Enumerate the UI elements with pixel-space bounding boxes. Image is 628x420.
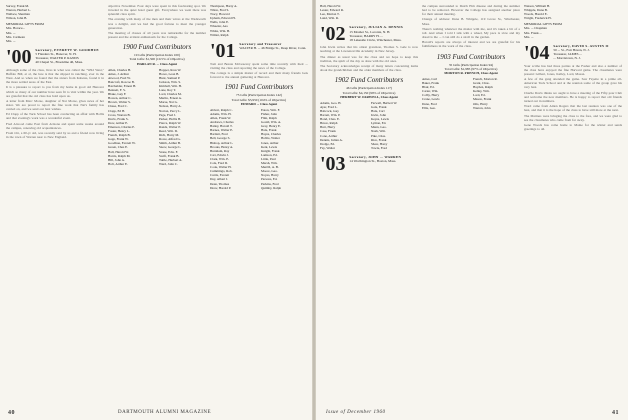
list-item: Wright, Frederick H. (524, 16, 552, 21)
contributor-name: Hill, John A. (108, 157, 125, 162)
list-item: Survey, Frank M. (6, 4, 30, 8)
contributor-name: Burnham, Ray (210, 148, 230, 153)
contributor-name: Brown, Walter S. (108, 100, 131, 105)
page-number: 41 (612, 410, 619, 416)
class-officers: Secretary, DAVID S. AUSTIN II 50 ... St., Fair Haven, N. J. Treasurer, JAMES ... ... Morristown, N. J. (553, 43, 609, 61)
paragraph: Harold's reports are always of interest and we are grateful for his faithfulness in the work of the class. (422, 40, 520, 49)
list-item: Tracy, Howard (210, 12, 230, 17)
class-heading-1904 (524, 41, 622, 64)
class-officers: Secretary, JULIAN A. DENNIS 15 Mosher St., Laconia, N. H. Treasurer, HARRY H. ... 18 Lakeside Circle, Winchester, Mass. (349, 25, 404, 42)
class-notes-text (6, 68, 104, 139)
class-notes-text (320, 45, 418, 72)
contributor-name: Knight, Frank (260, 148, 280, 153)
contributor-name: Carr, Edwin J. (210, 152, 229, 157)
contributor-name: Dennis, Julian A. (320, 137, 343, 142)
contributor-name: Morse, Nat G. (158, 100, 178, 105)
contributor-name: Allen, Charles H. (108, 67, 132, 72)
class-numeral: '02 (320, 23, 346, 46)
list-item: Upham, Edward H. (210, 16, 236, 21)
list-item: Mrs. ... (6, 30, 16, 35)
contributor-name: Barrett, Wm. P. (320, 113, 341, 118)
contributor-name: Blair, Ed. (422, 85, 435, 90)
contributor-name: Chase, Fred C. (108, 104, 128, 109)
paragraph: A letter from Marc Morse, daughter of Nat Morse, gives news of her sister. We are proud to report the fine work that Nat's family has carried on, and we send our best wishes. (6, 98, 104, 112)
right-page (316, 0, 628, 420)
contributor-name: Kent, Lewis (260, 144, 278, 149)
contributor-name: Jones, Arthur (260, 140, 279, 145)
left-column-3 (210, 4, 308, 406)
memorial-gifts (524, 22, 622, 38)
contributor-name: Babcock, Guy (320, 109, 339, 113)
fund-contributors-title: 1903 Fund Contributors (436, 52, 506, 61)
contributor-name: Ames, J. Arthur (108, 71, 129, 76)
paragraph: The meeting of classes of all years was remarkable for the number present and the evident enthusiasm for the College. (108, 30, 206, 40)
class-officers: Secretary and Treasurer WALTER H. ... 46 Bridge St., Deep River, Conn. (239, 41, 307, 50)
contributor-name: Bond, Chas. E. (320, 117, 340, 122)
paragraph: From Orr, a 60-yr old, was recently said by us and a friend now living in the town of Warren near to New England. (6, 131, 104, 140)
contributor-name: Otis, Harry (472, 101, 488, 106)
fund-gifts: 35 Gifts (Participation Index 94) (448, 62, 494, 67)
contributor-name: Brooks, Henry A. (210, 144, 234, 149)
contributors-list (108, 68, 206, 166)
contributor-name: Lane, Roy T. (158, 88, 177, 93)
class-numeral: '00 (6, 45, 32, 68)
paragraph: Ed Clapp of the Tuck School has been conducting an affair with Hollis and that evening's work was a wonderful event. (6, 112, 104, 121)
fund-contributors-title: 1901 Fund Contributors (224, 83, 294, 92)
fund-contributors-title: 1900 Fund Contributors (122, 43, 192, 52)
contributor-name: Kimball, Wm. H. (158, 84, 182, 88)
class-heading-1901 (210, 39, 308, 62)
paragraph: Change of address: Dana B. Whipple, 119 Grove St., Winchester, Mass. (422, 17, 520, 26)
class-numeral: '03 (320, 152, 346, 175)
contributor-name: Andrews, Charles (210, 120, 234, 125)
class-numeral: '04 (524, 41, 550, 64)
contributor-name: Bishop, Arthur L. (210, 140, 234, 145)
fund-agent: EDWARD ... Class Agent (240, 101, 278, 106)
class-heading-1902 (320, 23, 418, 46)
contributor-name: Cook, Walter H. (210, 165, 232, 170)
contributor-name: Bruce, Ralph (320, 121, 338, 126)
list-item: Thompson, Harry A. (210, 4, 238, 8)
fund-total: Total Gifts: $5,950 (104% of Objective) (231, 97, 287, 102)
contributor-name: Carter, Wm. (422, 89, 439, 94)
fund-gifts: 19 Gifts (Participation Index 100) (134, 53, 180, 58)
contributor-name: Case, Frank (320, 129, 336, 134)
donor-list (210, 4, 308, 37)
contributor-name: Emerson, Charles P. (108, 124, 135, 129)
contributor-name: Gould, Wm. A. (260, 120, 282, 125)
contributor-name: Blake, Guy F. (108, 92, 127, 97)
right-column-2 (422, 4, 520, 406)
contributor-name: Lord, Ed. (472, 93, 486, 98)
contributor-name: Green, Chas E. (108, 145, 128, 150)
list-item: Mrs. ... Chapman (524, 26, 547, 31)
paragraph: Fred Atwood came East from Arizona and spent some weeks around the campus, renewing old acquaintances. (6, 121, 104, 130)
contributor-name: Warren, John (472, 105, 491, 110)
contributor-name: Hall, Harold W. (108, 149, 129, 154)
list-item: Woods, Harold E. (524, 12, 548, 17)
list-item: Mrs. Horace... (6, 26, 25, 31)
class-numeral: '01 (210, 39, 236, 62)
paragraph: The Marines were bringing the class to the fore, and we were glad to see the classmates who came from far away. (524, 113, 622, 122)
paragraph: It is a pleasure to report to you from my home in good old Hanover which so many of our number have seen fit to visit within the year. We are grateful that the old class has hold upon us. (6, 85, 104, 98)
contributor-name: Adams, Geo. H. (320, 100, 342, 105)
contributor-name: Kelley, Wm. (472, 89, 490, 94)
contributor-name: Holt, Arthur E. (108, 161, 128, 166)
class-notes-text (422, 17, 520, 48)
paragraph: The evening with many of the men and their wives at the Wadsworth was a delight, and we had the good fortune to meet the younger generation. (108, 17, 206, 30)
paragraph: There's nothing whatever the matter with me, and it's taken a bit of a toll. And when I told I talk with a wheel, My pace is slow and my dread is the ... I can still do a stroll in the garden. (422, 26, 520, 40)
contributor-name: Hale, Carl (370, 109, 385, 113)
list-item: Lund, Wm. R. (320, 16, 339, 21)
contributors-list (320, 101, 418, 150)
contributor-name: Baker, Frank (422, 81, 440, 86)
contributor-name: Batchelder, Ernest H. (108, 84, 137, 88)
contributor-name: Rice, Frank (370, 137, 387, 142)
left-column-2 (108, 4, 206, 406)
right-column-1 (320, 4, 418, 406)
fund-agent: MORTON R. FRENCH, Class Agent (444, 70, 498, 75)
contributor-name: Rands, Walter P. (158, 124, 181, 129)
list-item: Wells, John E. (210, 20, 229, 25)
contributor-name: Rich, Harry M. (158, 133, 180, 138)
contributors-list (422, 77, 520, 110)
class-notes-text: the campus surrounded to Dutch Elm disease and during the summer had to be removed. However the College has assigned another place for their annual meeting. (422, 4, 520, 17)
list-item: Mrs. Frank ... (524, 30, 542, 35)
contributor-name: Nash, Wm. (370, 129, 386, 134)
contributor-name: Parker, Hollis B. (158, 116, 181, 121)
contributor-name: Rowe, Alfred G. (158, 137, 181, 142)
donor-list (6, 4, 104, 20)
contributor-name: Cummings, Rob. (210, 169, 233, 174)
contributor-name: Davis, Frank S. (108, 116, 129, 121)
contributor-name: Clark, Wm. E. (210, 156, 230, 161)
contributor-name: Snow, George L. (158, 145, 182, 150)
contributor-name: Parsons, Ed. (260, 177, 278, 182)
list-item: Watson, William H. (524, 4, 551, 8)
contributor-name: Ellis, Geo. (422, 105, 437, 110)
contributor-name: Ayer, Fred L. (320, 104, 338, 109)
contributor-name: Hobbs, Walter (260, 136, 280, 141)
contributor-name: Tuttle, Herbert A. (158, 157, 183, 162)
contributor-name: Keyes, Lewis (370, 117, 389, 122)
contributor-name: Curtis, Everett (210, 173, 230, 178)
contributor-name: Ames, Carl (422, 77, 438, 81)
contributor-name: Foster, Henry L. (108, 129, 130, 134)
contributor-name: Hopper, Ross W. (158, 67, 182, 72)
contributor-name: Hale, Frank (260, 128, 277, 133)
list-item: Wilson, John B. (6, 16, 28, 21)
fund-agent: HARLAN R. ... Class Agent (136, 61, 178, 66)
left-column-1 (6, 4, 104, 406)
contributor-name: Noyes, Harry (260, 173, 279, 178)
contributor-name: Moore, Geo. (260, 169, 278, 174)
paragraph: Tom and Bessie McGreevey spent some time recently with their ... visiting the class and reporting the news of the College. (210, 61, 308, 70)
contributor-name: Hunt, Samuel P. (158, 75, 181, 80)
contributor-name: Dean, Thomas (210, 181, 230, 186)
contributor-name: Lord, Charles M. (158, 92, 182, 97)
contributor-name: Jackson, Wm. S. (158, 79, 181, 84)
fund-total: Total Gifts: $4,150 (99% of Objective) (342, 90, 396, 95)
paragraph: Word came from Alden Rogers that the last reunion was one of the best, and that it is the hope of the class to have still more at the next. (524, 104, 622, 113)
fund-gifts: 75 Gifts (Participation Index 142) (236, 93, 282, 98)
fund-total: Total Gifts: $1,985 (97% of Objective) (444, 66, 498, 71)
contributor-name: Mann, Geo. (370, 125, 387, 130)
fund-total: Total Gifts: $1,500 (10.5% of Objective) (129, 57, 185, 62)
list-item: White, Wm. B. (210, 28, 230, 33)
contributor-name: Merrill, A. B. (260, 165, 279, 170)
contributor-name: Smith, Arthur B. (158, 141, 181, 146)
contributor-name: Drew, Harold P. (210, 185, 232, 190)
right-column-3 (524, 4, 622, 406)
contributors-list (210, 108, 308, 190)
class-heading-1900 (6, 45, 104, 68)
contributor-name: Adams, Wm. H. (210, 111, 232, 116)
contributor-name: Quimby, Ralph (260, 185, 282, 190)
contributor-name: Fay, Walter (320, 145, 336, 150)
contributor-name: Abbott, Ralph C. (210, 107, 233, 112)
class-heading-1903 (320, 152, 418, 175)
contributor-name: Page, Fred J. (158, 112, 177, 117)
contributor-name: Eaton, Wm. F. (260, 107, 280, 112)
contributor-name: Shaw, Harry (370, 141, 388, 146)
contributor-name: Norton, Percy L. (158, 108, 182, 113)
list-item: Mrs. Carmean (6, 34, 25, 39)
list-item: Whipple, Dana B. (524, 8, 548, 13)
contributor-name: Atwood, Fred W. (108, 75, 131, 80)
magazine-title: DARTMOUTH ALUMNI MAGAZINE (118, 410, 212, 415)
class-notes-text (524, 64, 622, 131)
list-item: Wallace, Sherman (6, 12, 30, 17)
contributor-name: French, Ralph B. (108, 133, 131, 138)
list-item: Lee, Marion T. (320, 12, 340, 17)
list-item: Wilder, Ralph (210, 32, 229, 37)
list-item: Wheeler, Asa (210, 24, 228, 29)
contributor-name: Lamson, Ed. (260, 152, 278, 157)
contributor-name: Crane, Lewis (422, 97, 440, 102)
contributor-name: Gray, Henry E. (260, 124, 281, 129)
page-number: 40 (8, 410, 15, 416)
issue-date: Issue of December 1960 (326, 410, 386, 415)
contributor-name: Flint, Ralph (260, 116, 277, 120)
contributor-name: Burt, Harry (320, 125, 336, 130)
contributor-name: Barnes, Walter E. (210, 128, 234, 133)
contributor-name: Ward, John C. (158, 161, 178, 166)
contributor-name: Stone, Edw. F. (158, 149, 178, 154)
paragraph: John Irwin writes that his oldest grandson, Thomas S. Gale is now teaching at the Lawrenceville Academy in New Jersey. (320, 45, 418, 54)
list-item: Lester, Edward R. (320, 8, 344, 13)
contributor-name: Cone, Arthur (320, 133, 338, 138)
donor-list (524, 4, 622, 20)
paragraph: The cottage is a simple matter of record and their many friends look forward to the annual gathering at Hanover. (210, 71, 308, 80)
list-item: Mrs. ... (6, 38, 16, 43)
fund-contributors-title: 1902 Fund Contributors (334, 76, 404, 85)
contributor-name: Goodhue, Everett W. (108, 141, 136, 146)
list-item: Mrs. ... (524, 34, 534, 39)
donor-list (320, 4, 418, 20)
contributor-name: Gage, Frank W. (108, 137, 129, 142)
left-page (0, 0, 312, 420)
contributor-name: Gale, Frank (370, 104, 387, 109)
contributor-name: Irwin, John (370, 113, 386, 118)
contributor-name: Pierce, Ralph W. (158, 120, 182, 125)
contributor-name: Day, Albert J. (210, 177, 229, 182)
contributor-name: Bartlett, Fred (210, 132, 228, 137)
paragraph: The Secretary acknowledges receipt of many letters concerning items about the grandchildren and the older members of the class. (320, 64, 418, 73)
contributor-name: Hayes, Charles (260, 132, 281, 137)
memorial-label: MEMORIAL GIFTS FROM (6, 22, 44, 27)
contributor-name: Lyman, Ed. (370, 121, 387, 126)
paragraph: The dinner as usual was for the class and we hope to keep this tradition, the spirit of the day as done with the old ones. (320, 54, 418, 63)
fund-agent: HERBERT W. FARWELL, Class Agent (340, 94, 398, 99)
class-notes-text (210, 62, 308, 80)
contributor-name: Dodge, Ed. (320, 141, 335, 146)
contributor-name: Bell, George S. (210, 136, 231, 141)
contributor-name: Dow, Arthur E. (108, 120, 129, 125)
class-officers: Secretary, EVERETT W. GOODHUE 5 Flanders St., Hanover, N. H. Treasurer, WALTER P. RANDS 40 Chapel St., Brookline 46, Mass. (35, 47, 99, 65)
contributor-name: Towle, Fred (370, 145, 387, 150)
class-officers: Secretary, JOHN ... WARREN 14 Worthington St., Boston, Mass. (349, 154, 402, 164)
paragraph: A few of the gang attended the game. Saw Fayette in a prime all-American Tuck School and at the reunion some of the group gave his very best. (524, 77, 622, 90)
contributor-name: Bailey, Harold T. (210, 124, 233, 129)
paragraph: Gene Woods has come home to Maine for the winter and sends greetings to all. (524, 122, 622, 131)
memorial-gifts (6, 22, 104, 42)
contributor-name: Martin, Ernest A. (158, 96, 182, 101)
contributor-name: Little, Paul (260, 156, 276, 161)
list-item: Hall, Harold W. (320, 4, 341, 8)
contributor-name: Fisher, John (260, 111, 277, 116)
list-item: Tilton, Fred S. (210, 8, 230, 13)
contributor-name: Hayden, Ralph (472, 85, 493, 90)
contributor-name: Howe, Leon B. (158, 71, 180, 76)
contributor-name: Dana, Fred (422, 101, 437, 106)
contributor-name: Allen, Frank W. (210, 116, 232, 120)
contributor-name: Swift, Frank B. (158, 153, 180, 158)
contributor-name: Perkins, Fred (260, 181, 279, 186)
contributor-name: Mason, Frank (472, 97, 492, 102)
contributor-name: Cross, Warren B. (108, 112, 131, 117)
contributor-name: Nelson, Harry A. (158, 104, 182, 109)
contributor-name: Clapp, Ed H. (108, 108, 126, 113)
class-notes-text (108, 17, 206, 39)
contributor-name: Marsh, Wm. (260, 161, 278, 166)
contributor-name: Colby, Harry (422, 93, 440, 98)
memorial-label: MEMORIAL GIFTS FROM (524, 22, 562, 27)
contributor-name: Harris, Ralph M. (108, 153, 131, 158)
contributor-name: Cole, Fred D. (210, 161, 228, 166)
contributor-name: Bowen, Arthur C. (108, 96, 132, 101)
contributor-name: Bancroft, Roscoe B. (108, 79, 135, 84)
contributor-name: French, Morton R. (472, 77, 498, 81)
paragraph: Although some of the class, lives in what was called the "Wild West," Buffalo Bill, et al, the lure is that the slipped in ranching, ever in the West. And so when we found that the sisters from Kabetes, found it in the more settled areas of the East. (6, 67, 104, 85)
class-notes-text: objective November. Four days were spent in this fascinating spot. We traveled in the quiet hotel guest gift. Everywhere we went there was splendid class spirit. (108, 4, 206, 17)
paragraph: Your scribe has had three parties at the Fasher and also a number of the class have enjoyed the fine Harvard game. The classmates were present: Gilbert, Jones, Kelley, Lord, Mason. (524, 63, 622, 76)
contributor-name: Grant, Chas. (472, 81, 490, 86)
contributor-name: Reed, Wm. D. (158, 129, 178, 134)
paragraph: Charlie Davis thinks we ought to have a meeting of the Fifty-year Club and welcome the new members. He is happy to report that old friends turned out in numbers. (524, 90, 622, 103)
contributor-name: Farwell, Herbert W. (370, 100, 398, 105)
fund-gifts: 46 Gifts (Participation Index 117) (346, 86, 392, 91)
list-item: Warren, Herbert L. (6, 8, 31, 13)
contributor-name: Bennett, F. S. (108, 88, 126, 93)
contributor-name: Pike, Chas. (370, 133, 386, 138)
